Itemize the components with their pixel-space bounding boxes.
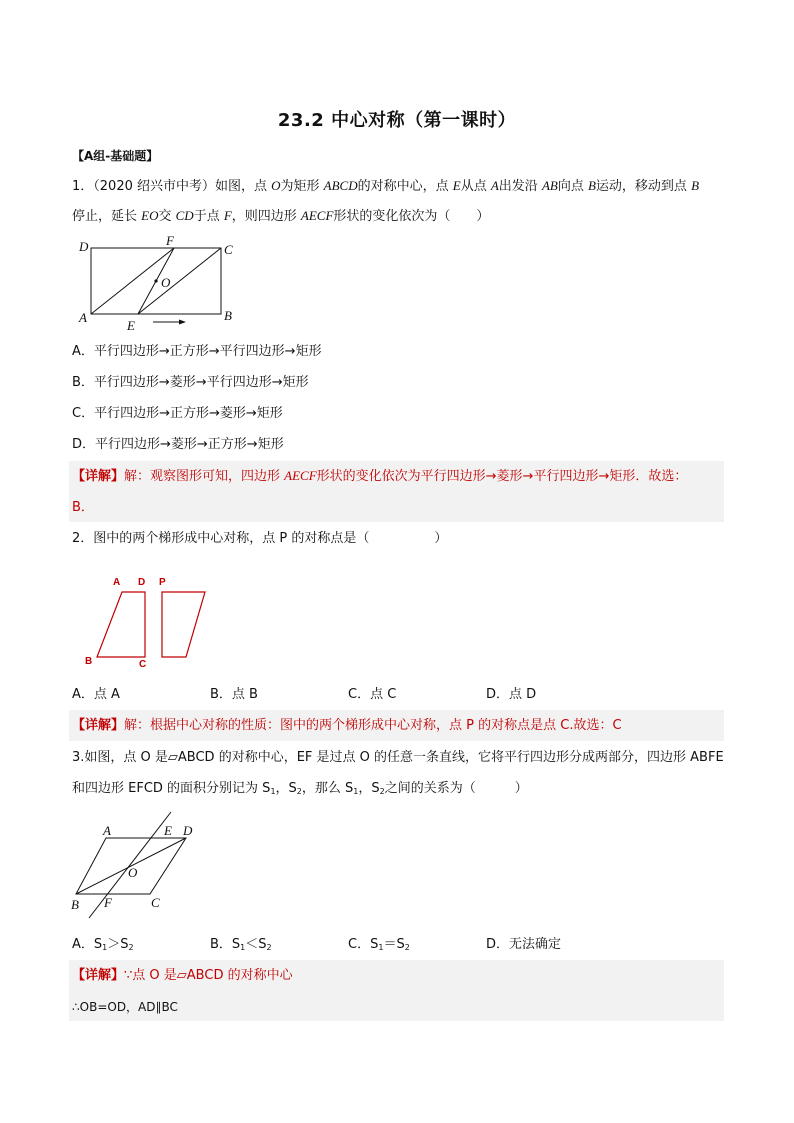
- q3-stem-line2: 和四边形 EFCD 的面积分别记为 $S_1$，$S_2$，那么 $S_1$，$S_2$之间的关系为（ ）: [72, 781, 528, 796]
- q1-option-a: A．平行四边形→正方形→平行四边形→矩形: [72, 344, 322, 359]
- q3-label-f: F: [104, 895, 112, 910]
- q1-label-o: O: [161, 275, 171, 290]
- q1-explanation-line1: 【详解】解：观察图形可知，四边形 AECF形状的变化依次为平行四边形→菱形→平行四边形→矩形．故选：: [72, 468, 688, 484]
- q2-explanation: [69, 710, 724, 741]
- q3-label-e: E: [164, 823, 172, 838]
- q2-option-d: D．点 D: [486, 687, 537, 702]
- q3-label-a: A: [103, 823, 111, 838]
- q1-arrow-head: [179, 320, 186, 325]
- q2-label-b: B: [85, 656, 93, 667]
- q3-label-o: O: [128, 865, 138, 880]
- q1-stem-line2: 停止，延长 EO交 CD于点 F，则四边形 AECF形状的变化依次为（ ）: [72, 208, 490, 224]
- q1-label-a: A: [79, 310, 87, 325]
- q3-option-c: C．$S_1=S_2$: [348, 937, 410, 952]
- q3-label-c: C: [151, 895, 160, 910]
- q1-explanation-head: 【详解】: [72, 469, 125, 484]
- q2-label-p: P: [159, 577, 166, 588]
- q3-explanation-line2: ∴OB=OD，AD∥BC: [72, 1000, 178, 1014]
- q1-label-d: D: [79, 239, 89, 254]
- q2-explanation-line: 【详解】解：根据中心对称的性质：图中的两个梯形成中心对称，点 P 的对称点是点 C.故选：C: [72, 718, 622, 733]
- q1-label-e: E: [127, 318, 135, 333]
- q2-right-trapezoid: [162, 592, 205, 657]
- q3-explanation: [69, 960, 724, 1021]
- q2-label-d: D: [138, 577, 146, 588]
- q2-left-trapezoid: [97, 592, 145, 657]
- q1-explanation-line2: B．: [72, 500, 94, 515]
- q3-option-b: B．$S_1<S_2$: [210, 937, 272, 952]
- q1-stem-line1: 1．（2020 绍兴市中考）如图，点 O为矩形 ABCD的对称中心，点 E从点 A出发沿 AB向点 B运动，移动到点 B: [72, 178, 700, 194]
- q3-explanation-line1: 【详解】∵点 O 是▱ABCD 的对称中心: [72, 968, 293, 983]
- q3-label-b: B: [71, 897, 79, 912]
- q2-label-a: A: [113, 577, 121, 588]
- q1-option-d: D．平行四边形→菱形→正方形→矩形: [72, 437, 284, 452]
- q3-option-a: A．$S_1>S_2$: [72, 937, 134, 952]
- q1-label-f: F: [166, 233, 174, 248]
- q2-option-b: B．点 B: [210, 687, 258, 702]
- q1-option-c: C．平行四边形→正方形→菱形→矩形: [72, 406, 283, 421]
- q2-option-c: C．点 C: [348, 687, 397, 702]
- q1-line-eo: [138, 281, 156, 314]
- q1-label-c: C: [224, 242, 233, 257]
- q3-explanation-head: 【详解】: [72, 968, 125, 983]
- q1-explanation: [69, 461, 724, 522]
- q1-point-o: [154, 279, 157, 282]
- q1-line-ec: [138, 248, 221, 314]
- q2-option-a: A．点 A: [72, 687, 120, 702]
- q2-stem: 2．图中的两个梯形成中心对称，点 P 的对称点是（ ）: [72, 531, 448, 546]
- q3-label-d: D: [183, 823, 193, 838]
- q1-option-b: B．平行四边形→菱形→平行四边形→矩形: [72, 375, 309, 390]
- q3-option-d: D．无法确定: [486, 937, 562, 952]
- group-label: 【A组-基础题】: [72, 149, 159, 163]
- q2-label-c: C: [139, 659, 147, 670]
- page-title: 23.2 中心对称（第一课时）: [277, 110, 517, 131]
- q1-label-b: B: [224, 308, 232, 323]
- q2-explanation-head: 【详解】: [72, 718, 125, 733]
- q3-stem-line1: 3.如图，点 O 是▱ABCD 的对称中心，EF 是过点 O 的任意一条直线，它将平行四边形分成两部分，四边形 ABFE: [72, 750, 724, 765]
